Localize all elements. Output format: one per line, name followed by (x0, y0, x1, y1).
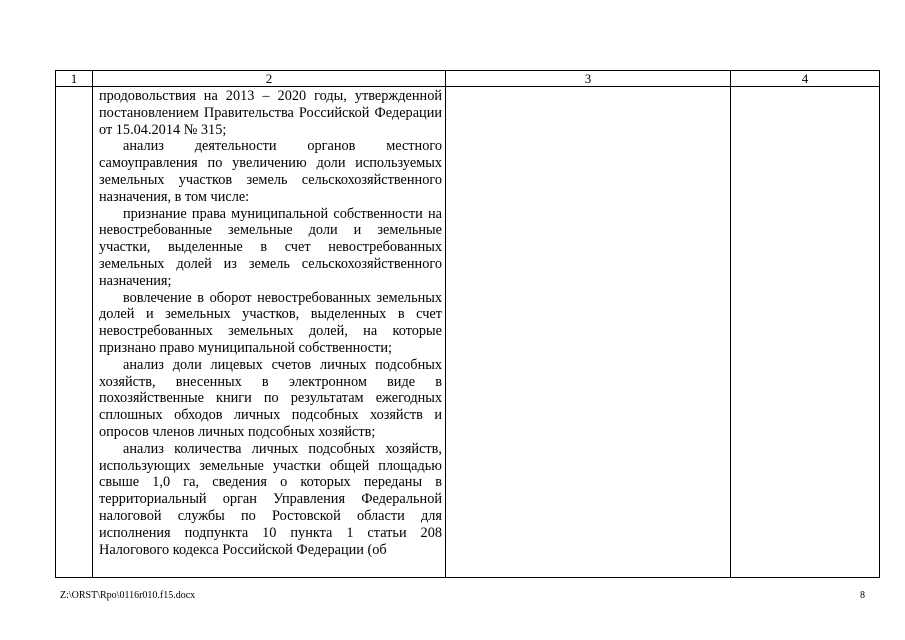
paragraph: анализ деятельности органов местного самоуправления по увеличению доли используемых земельных участков земель сельскохозяйственного назначения, в том числе: (99, 138, 442, 205)
document-table (55, 70, 880, 578)
footer-page-number: 8 (860, 590, 865, 601)
cell-col-2 (93, 87, 446, 578)
paragraph: признание права муниципальной собственности на невостребованные земельные доли и земельные участки, выделенные в счет невостребованных земельных долей из земель сельскохозяйственного назначения; (99, 205, 442, 289)
cell-col-4 (731, 87, 880, 578)
paragraph: анализ количества личных подсобных хозяйств, использующих земельные участки общей площадью свыше 1,0 га, сведения о которых переданы в территориальный орган Управления Федеральной налоговой службы по Ростовской области для исполнения подпункта 10 пункта 1 статьи 208 Налогового кодекса Российской Федерации (об (99, 440, 442, 558)
paragraph: анализ доли лицевых счетов личных подсобных хозяйств, внесенных в электронном виде в похозяйственные книги по результатам ежегодных сплошных обходов личных подсобных хозяйств и опросов членов личных подсобных хозяйств; (99, 356, 442, 440)
header-col-4: 4 (731, 71, 880, 87)
paragraph: вовлечение в оборот невостребованных земельных долей и земельных участков, выделенных в счет невостребованных земельных долей, на которые признано право муниципальной собственности; (99, 289, 442, 356)
footer-file-path: Z:\ORST\Rpo\0116r010.f15.docx (60, 590, 196, 601)
table-header-row (56, 71, 880, 87)
cell-col-1 (56, 87, 93, 578)
header-col-1: 1 (56, 71, 93, 87)
table-body-row (56, 87, 880, 578)
paragraph: продовольствия на 2013 – 2020 годы, утвержденной постановлением Правительства Российской Федерации от 15.04.2014 № 315; (99, 88, 442, 138)
cell-col-3 (446, 87, 731, 578)
header-col-2: 2 (93, 71, 446, 87)
header-col-3: 3 (446, 71, 731, 87)
col-2-text (93, 87, 445, 558)
